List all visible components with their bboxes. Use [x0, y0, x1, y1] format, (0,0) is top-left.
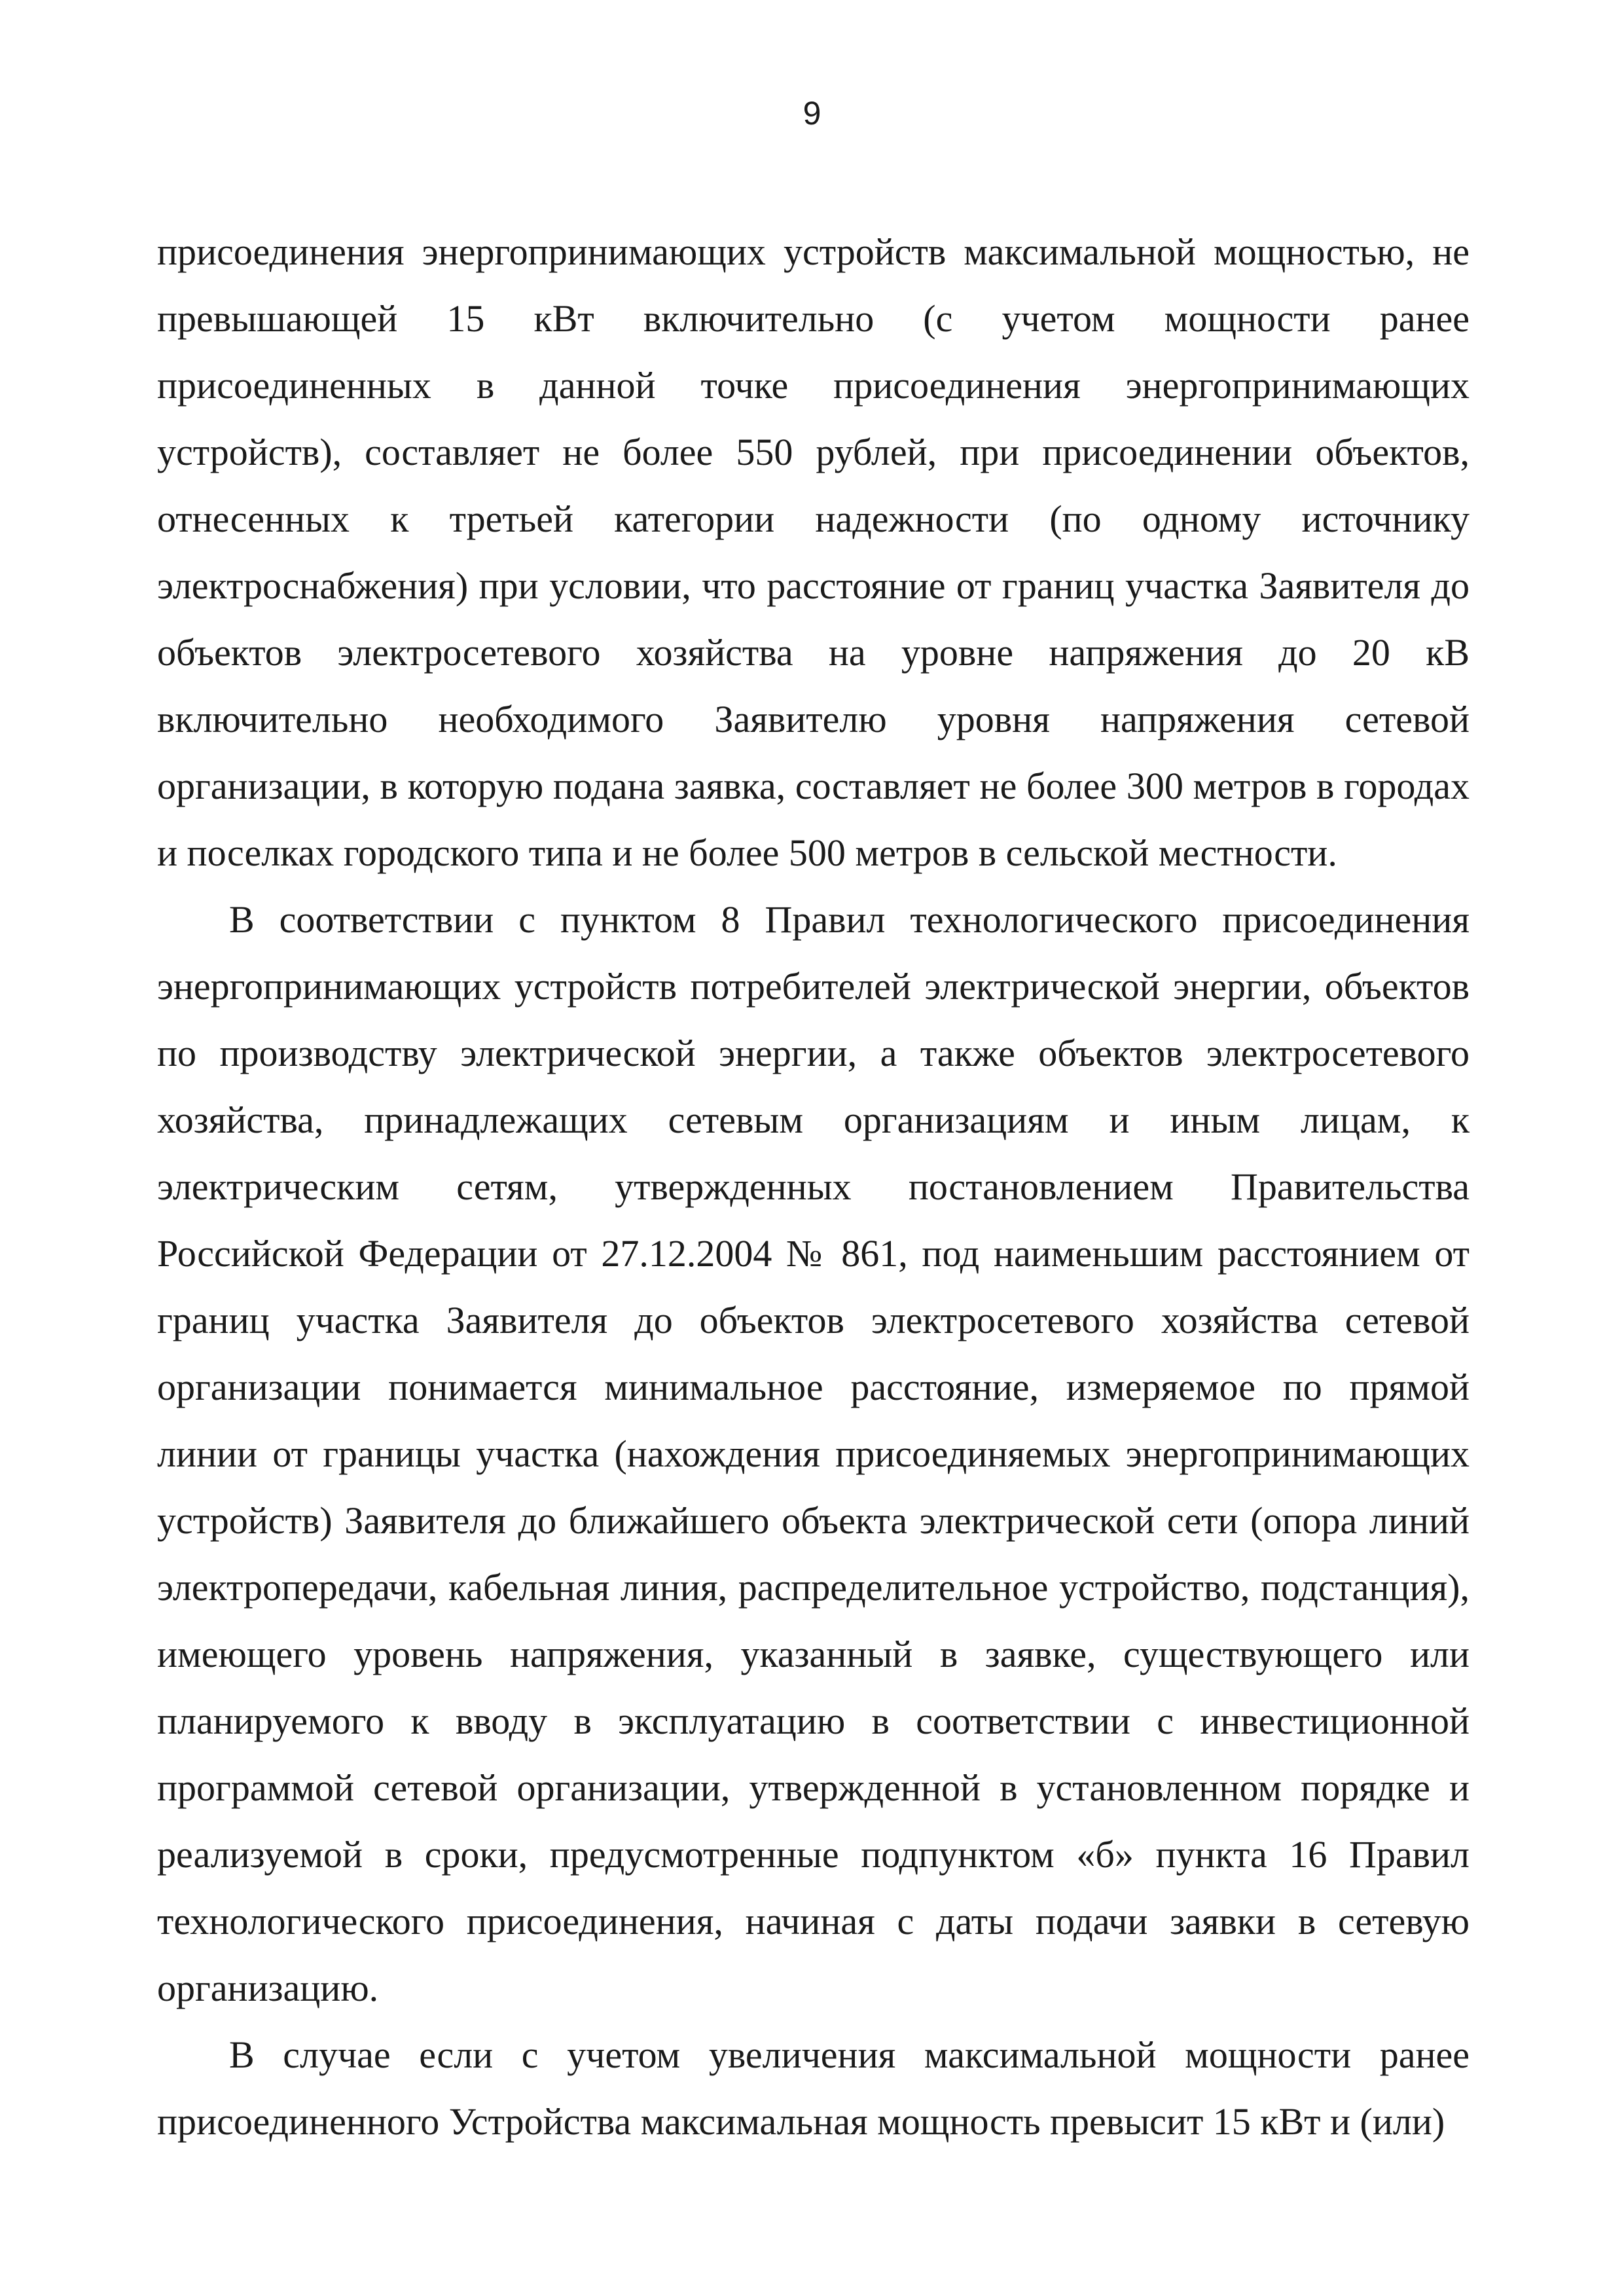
- document-body: [157, 219, 1470, 2155]
- paragraph-continuation: присоединения энергопринимающих устройств максимальной мощностью, не превышающей 15 кВт включительно (с учетом мощности ранее присоединенных в данной точке присоединения энергопринимающих устройств), составляет не более 550 рублей, при присоединении объектов, отнесенных к третьей категории надежности (по одному источнику электроснабжения) при условии, что расстояние от границ участка Заявителя до объектов электросетевого хозяйства на уровне напряжения до 20 кВ включительно необходимого Заявителю уровня напряжения сетевой организации, в которую подана заявка, составляет не более 300 метров в городах и поселках городского типа и не более 500 метров в сельской местности.: [157, 230, 1470, 874]
- page-number: 9: [803, 95, 821, 132]
- paragraph-point-8-rules: В соответствии с пунктом 8 Правил технологического присоединения энергопринимающих устройств потребителей электрической энергии, объектов по производству электрической энергии, а также объектов электросетевого хозяйства, принадлежащих сетевым организациям и иным лицам, к электрическим сетям, утвержденных постановлением Правительства Российской Федерации от 27.12.2004 № 861, под наименьшим расстоянием от границ участка Заявителя до объектов электросетевого хозяйства сетевой организации понимается минимальное расстояние, измеряемое по прямой линии от границы участка (нахождения присоединяемых энергопринимающих устройств) Заявителя до ближайшего объекта электрической сети (опора линий электропередачи, кабельная линия, распределительное устройство, подстанция), имеющего уровень напряжения, указанный в заявке, существующего или планируемого к вводу в эксплуатацию в соответствии с инвестиционной программой сетевой организации, утвержденной в установленном порядке и реализуемой в сроки, предусмотренные подпунктом «б» пункта 16 Правил технологического присоединения, начиная с даты подачи заявки в сетевую организацию.: [157, 898, 1470, 2009]
- paragraph-power-increase: В случае если с учетом увеличения максимальной мощности ранее присоединенного Устройства максимальная мощность превысит 15 кВт и (или): [157, 2033, 1470, 2143]
